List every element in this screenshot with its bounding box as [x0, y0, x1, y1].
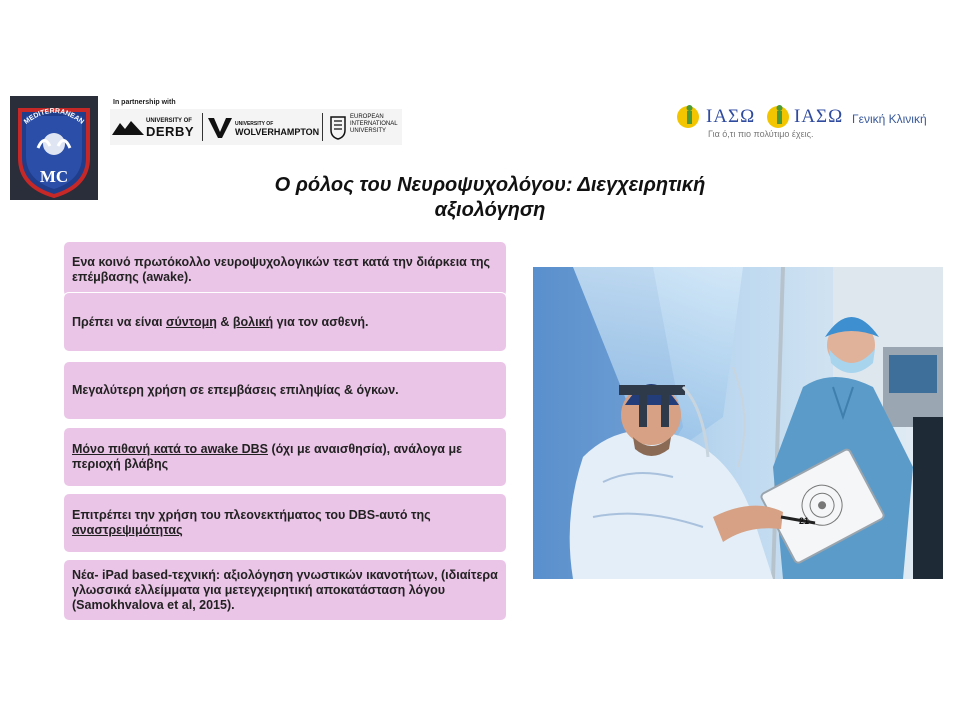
bullet-text-2: Πρέπει να είναι σύντομη & βολική για τον ασθενή.: [72, 314, 369, 329]
european-crest-icon: [330, 116, 346, 140]
wolverhampton-name: WOLVERHAMPTON: [235, 127, 320, 137]
underlined-awake-dbs: Μόνο πιθανή κατά το awake DBS: [72, 442, 269, 456]
iaso-name: ΙΑΣΩ: [794, 106, 844, 127]
bullet-text-4: Μόνο πιθανή κατά το awake DBS (όχι με αναισθησία), ανάλογα με περιοχή βλάβης: [72, 442, 463, 471]
awake-surgery-photo: [533, 267, 943, 579]
iaso-subtitle: Γενική Κλινική: [852, 112, 927, 126]
partners-strip: [110, 99, 402, 145]
underlined-short: σύντομη: [165, 314, 217, 329]
wolverhampton-top-text: UNIVERSITY OF: [235, 121, 274, 127]
bullet-box-3: [63, 361, 507, 420]
mediterranean-college-logo: [10, 96, 98, 200]
page-number: 21: [799, 516, 810, 526]
title-line-1: Ο ρόλος του Νευροψυχολόγου: Διεγχειρητική: [274, 174, 706, 196]
european-university-name: EUROPEAN INTERNATIONAL UNIVERSITY: [350, 114, 398, 134]
partnership-label: In partnership with: [113, 99, 176, 106]
wolverhampton-mark-icon: [208, 118, 232, 138]
bullet-box-6: [63, 559, 507, 621]
mc-letters: MC: [39, 167, 69, 186]
bullet-box-1: [63, 241, 507, 297]
bullet-text-5: Επιτρέπει την χρήση του πλεονεκτήματος του DBS-αυτό της αναστρεψιμότητας: [72, 508, 431, 537]
bullet-text-3: Μεγαλύτερη χρήση σε επεμβάσεις επιληψίας & όγκων.: [72, 383, 399, 397]
mc-ring-text: MEDITERRANEAN: [23, 107, 85, 126]
iaso-general-clinic-logo: [766, 104, 940, 144]
derby-mark-icon: [112, 121, 144, 135]
iaso-tagline: Για ό,τι πιο πολύτιμο έχεις.: [708, 129, 814, 139]
underlined-convenient: βολική: [232, 314, 274, 329]
underlined-reversibility: αναστρεψιμότητας: [72, 523, 183, 537]
iaso-name: ΙΑΣΩ: [706, 106, 756, 127]
title-line-2: αξιολόγηση: [434, 199, 546, 221]
iaso-logo: [676, 104, 814, 144]
bullet-text-1: Ενα κοινό πρωτόκολλο νευροψυχολογικών τεστ κατά την διάρκεια της επέμβασης (awake).: [72, 254, 491, 284]
derby-top-text: UNIVERSITY OF: [146, 118, 192, 124]
bullet-text-6: Νέα- iPad based-τεχνική: αξιολόγηση γνωστικών ικανοτήτων, (ιδιαίτερα γλωσσικά ελλείμματα για μετεγχειρητική αποκατάσταση λόγου (Samokhvalova et al, 2015).: [72, 567, 498, 612]
iaso-mark-icon: [676, 104, 704, 130]
slide-title: [200, 173, 780, 223]
bullet-box-4: [63, 427, 507, 487]
iaso-mark-icon: [766, 104, 794, 130]
derby-name: DERBY: [146, 124, 195, 139]
bullet-box-5: [63, 493, 507, 553]
bullet-box-2: [63, 292, 507, 352]
